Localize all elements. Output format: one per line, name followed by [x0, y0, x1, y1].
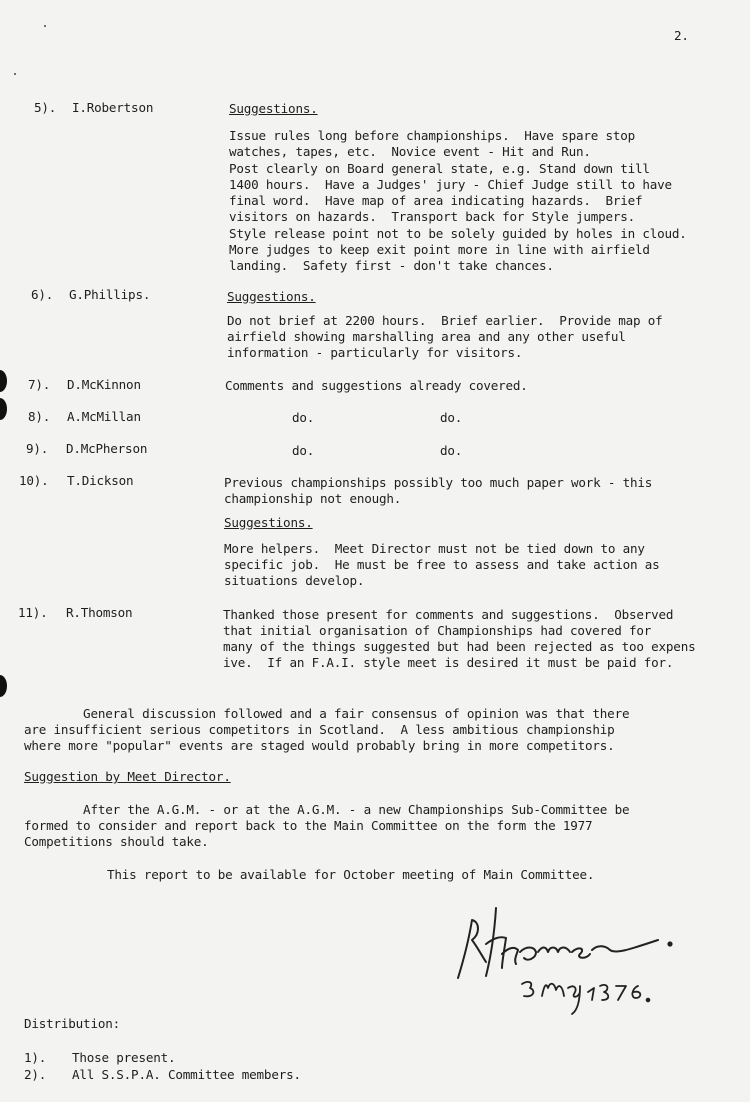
text-line: that initial organisation of Championships had covered for: [223, 623, 652, 638]
text-line: visitors on hazards. Transport back for Style jumpers.: [229, 209, 636, 224]
ditto-mark: do.: [440, 410, 463, 425]
text-line: More judges to keep exit point more in line with airfield: [229, 242, 650, 257]
text-line: where more "popular" events are staged would probably bring in more competitors.: [24, 738, 615, 753]
text-line: many of the things suggested but had been rejected as too expens: [223, 639, 696, 654]
text-line: Thanked those present for comments and suggestions. Observed: [223, 607, 674, 622]
entry-name: D.McPherson: [66, 441, 148, 456]
text-line: More helpers. Meet Director must not be tied down to any: [224, 541, 645, 556]
entry-name: G.Phillips.: [69, 287, 151, 302]
text-line: formed to consider and report back to the Main Committee on the form the 1977: [24, 818, 593, 833]
text-line: 1400 hours. Have a Judges' jury - Chief Judge still to have: [229, 177, 672, 192]
punch-hole: [0, 675, 7, 697]
text-line: Issue rules long before championships. Have spare stop: [229, 128, 636, 143]
text-line: Post clearly on Board general state, e.g. Stand down till: [229, 161, 650, 176]
text-line: airfield showing marshalling area and any other useful: [227, 329, 626, 344]
suggestions-heading: Suggestions.: [227, 289, 316, 304]
entry-text: Comments and suggestions already covered.: [225, 378, 528, 393]
text-line: landing. Safety first - don't take chances.: [229, 258, 554, 273]
entry-number: 11).: [18, 605, 48, 620]
ditto-mark: do.: [292, 410, 315, 425]
entry-name: A.McMillan: [67, 409, 141, 424]
entry-number: 5).: [34, 100, 57, 115]
text-line: General discussion followed and a fair consensus of opinion was that there: [24, 706, 630, 721]
entry-number: 10).: [19, 473, 49, 488]
text-line: are insufficient serious competitors in Scotland. A less ambitious championship: [24, 722, 615, 737]
text-line: Previous championships possibly too much paper work - this: [224, 475, 653, 490]
ditto-mark: do.: [292, 443, 315, 458]
speck: [44, 25, 46, 27]
distribution-item: Those present.: [72, 1050, 176, 1065]
speck: [14, 73, 16, 75]
page-number: 2.: [674, 28, 689, 43]
punch-hole: [0, 398, 7, 420]
distribution-number: 2).: [24, 1067, 47, 1082]
text-line: information - particularly for visitors.: [227, 345, 523, 360]
suggestion-heading: Suggestion by Meet Director.: [24, 769, 231, 784]
text-line: After the A.G.M. - or at the A.G.M. - a new Championships Sub-Committee be: [24, 802, 630, 817]
text-line: championship not enough.: [224, 491, 402, 506]
entry-number: 7).: [28, 377, 51, 392]
text-line: specific job. He must be free to assess and take action as: [224, 557, 660, 572]
distribution-label: Distribution:: [24, 1016, 120, 1031]
text-line: Do not brief at 2200 hours. Brief earlier. Provide map of: [227, 313, 663, 328]
distribution-item: All S.S.P.A. Committee members.: [72, 1067, 301, 1082]
text-line: watches, tapes, etc. Novice event - Hit and Run.: [229, 144, 591, 159]
entry-name: R.Thomson: [66, 605, 133, 620]
text-line: ive. If an F.A.I. style meet is desired it must be paid for.: [223, 655, 674, 670]
suggestions-heading: Suggestions.: [224, 515, 313, 530]
ditto-mark: do.: [440, 443, 463, 458]
entry-name: I.Robertson: [72, 100, 154, 115]
text-line: Competitions should take.: [24, 834, 209, 849]
entry-number: 8).: [28, 409, 51, 424]
suggestions-heading: Suggestions.: [229, 101, 318, 116]
text-line: final word. Have map of area indicating hazards. Brief: [229, 193, 643, 208]
signature: [450, 900, 690, 1020]
entry-name: D.McKinnon: [67, 377, 141, 392]
report-note: This report to be available for October meeting of Main Committee.: [107, 867, 595, 882]
entry-number: 6).: [31, 287, 54, 302]
distribution-number: 1).: [24, 1050, 47, 1065]
punch-hole: [0, 370, 7, 392]
text-line: situations develop.: [224, 573, 365, 588]
text-line: Style release point not to be solely guided by holes in cloud.: [229, 226, 687, 241]
entry-number: 9).: [26, 441, 49, 456]
entry-name: T.Dickson: [67, 473, 134, 488]
